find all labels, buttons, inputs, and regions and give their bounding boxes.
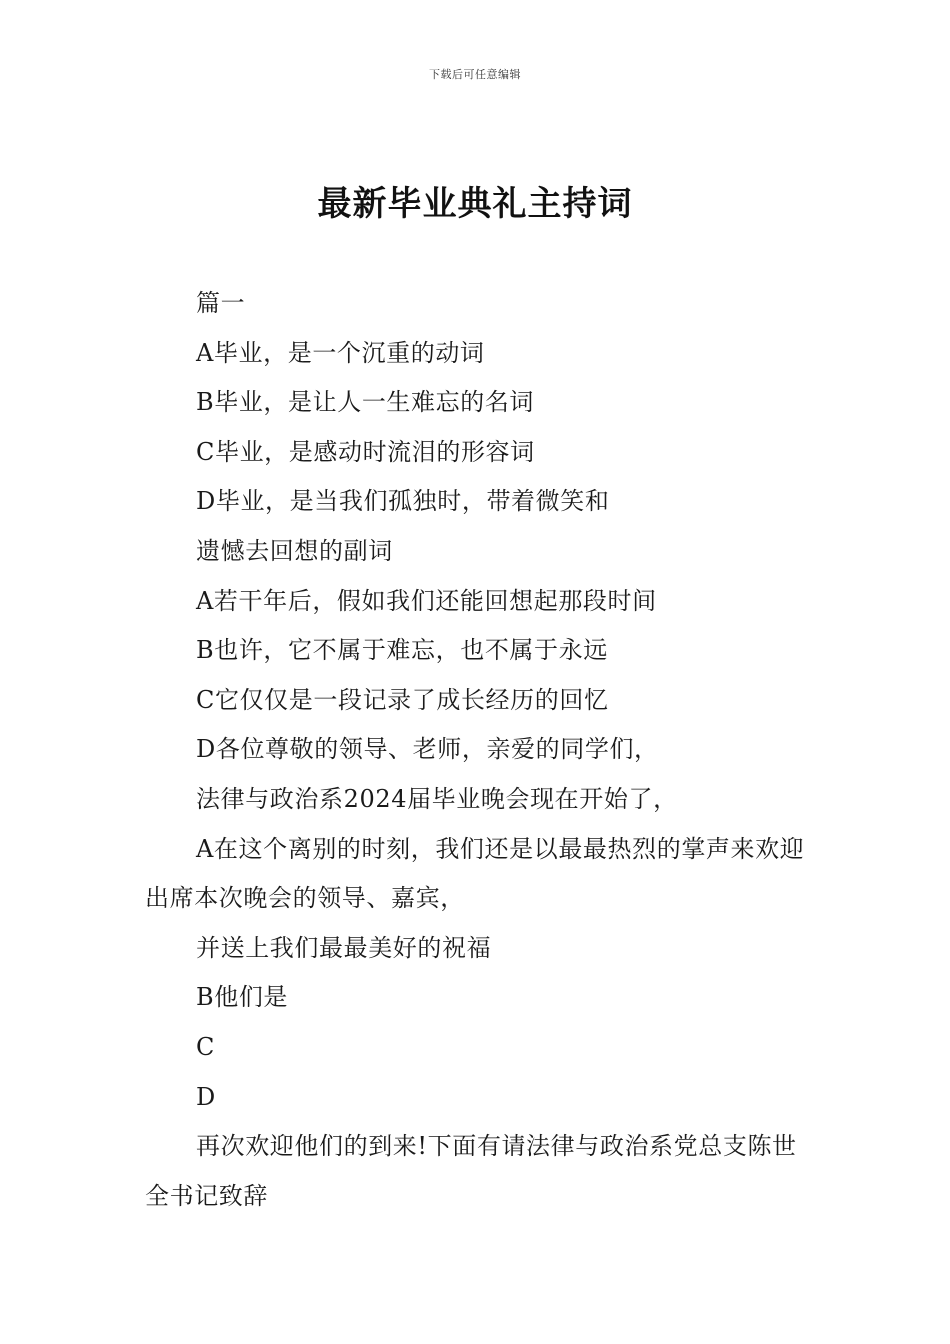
paragraph: B毕业，是让人一生难忘的名词 <box>196 388 535 417</box>
paragraph: C毕业，是感动时流泪的形容词 <box>196 437 535 466</box>
paragraph: D <box>196 1082 216 1111</box>
paragraph: C它仅仅是一段记录了成长经历的回忆 <box>196 685 609 714</box>
paragraph: A在这个离别的时刻，我们还是以最最热烈的掌声来欢迎出席本次晚会的领导、嘉宾， <box>145 834 805 913</box>
header-note: 下载后可任意编辑 <box>429 68 521 81</box>
paragraph: 篇一 <box>196 289 246 317</box>
paragraph: 法律与政治系2024届毕业晚会现在开始了， <box>196 784 678 813</box>
paragraph: 再次欢迎他们的到来!下面有请法律与政治系党总支陈世全书记致辞 <box>145 1132 797 1210</box>
paragraph: B也许，它不属于难忘，也不属于永远 <box>196 636 608 665</box>
paragraph: 遗憾去回想的副词 <box>196 536 393 565</box>
paragraph: D各位尊敬的领导、老师，亲爱的同学们， <box>196 735 659 764</box>
paragraph: 并送上我们最最美好的祝福 <box>196 933 492 962</box>
paragraph: B他们是 <box>196 983 289 1012</box>
paragraph: A若干年后，假如我们还能回想起那段时间 <box>196 586 657 615</box>
paragraph: D毕业，是当我们孤独时，带着微笑和 <box>196 487 610 516</box>
paragraph: C <box>196 1032 215 1061</box>
document-body <box>145 279 810 1221</box>
paragraph: A毕业，是一个沉重的动词 <box>196 338 485 367</box>
document-title: 最新毕业典礼主持词 <box>317 184 633 224</box>
